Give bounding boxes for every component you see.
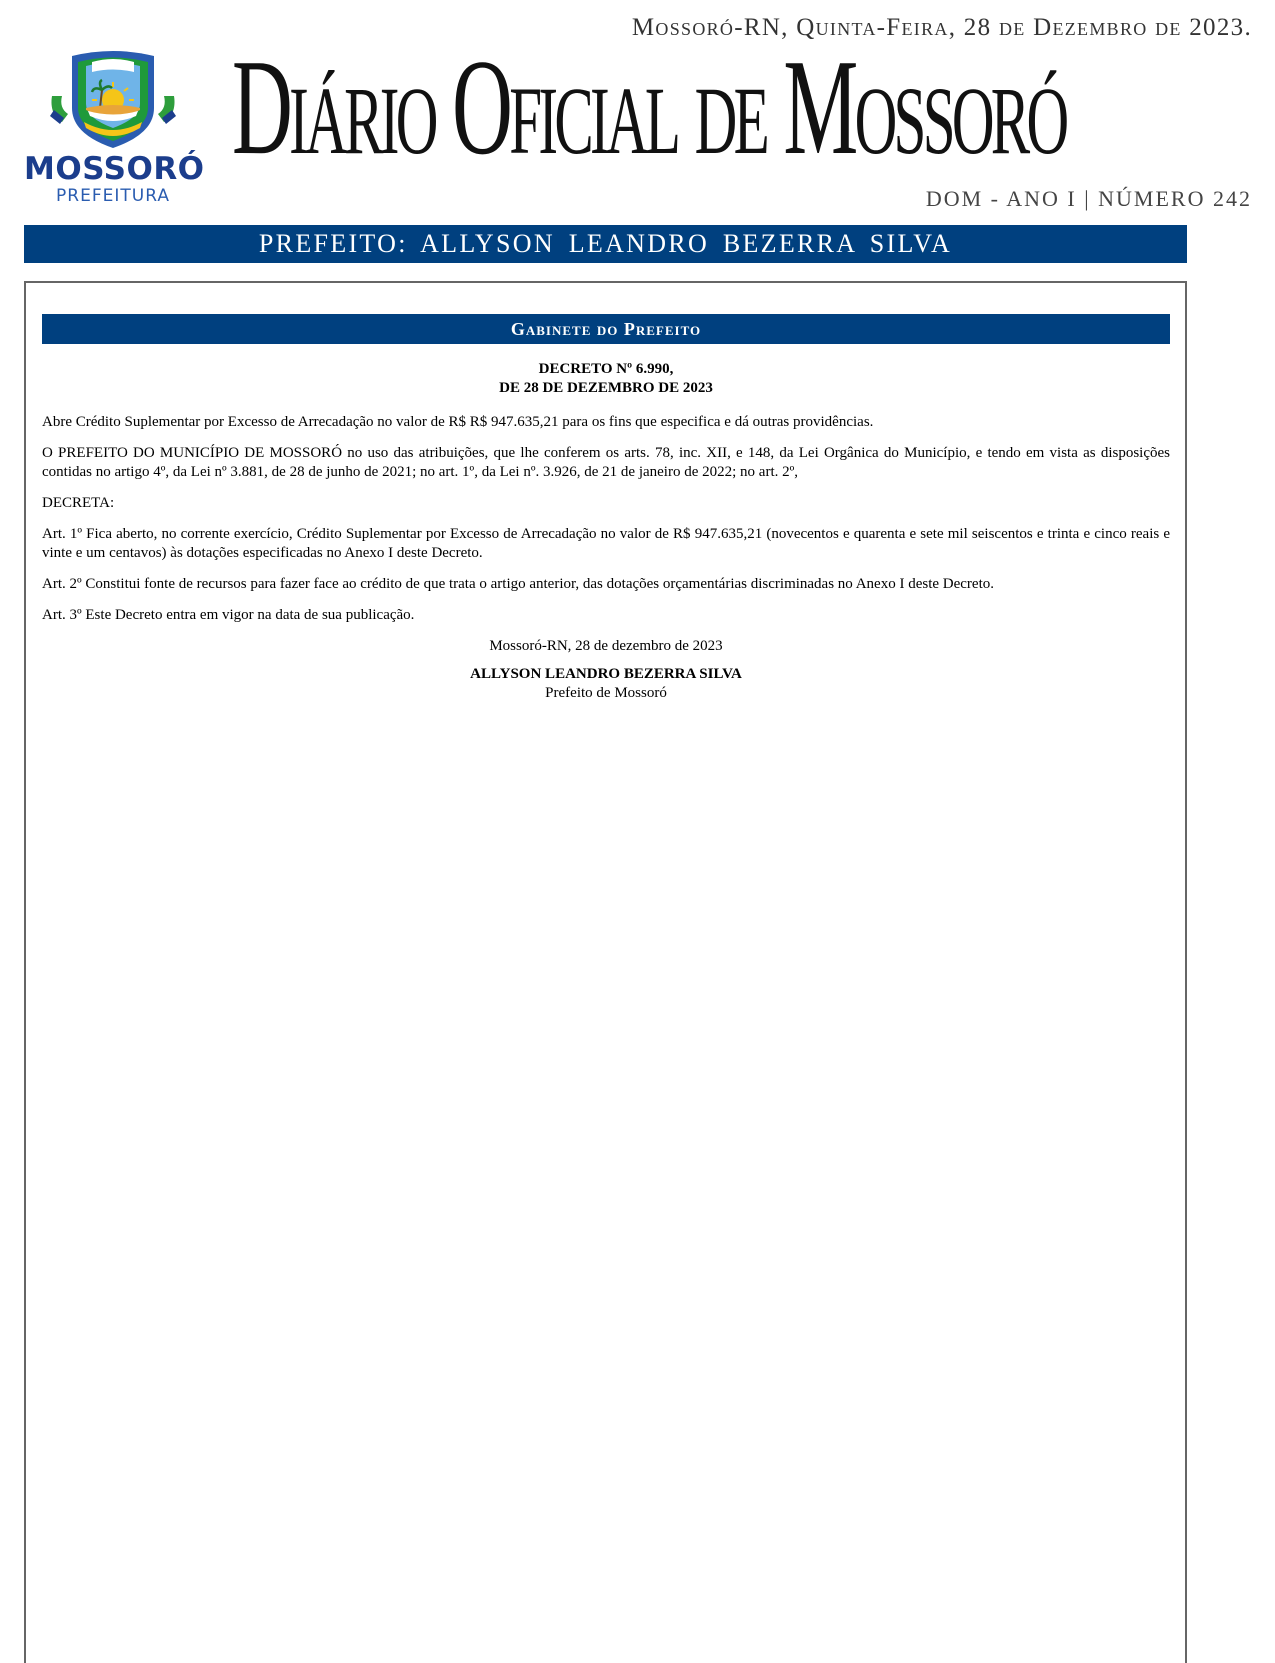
decree-decreta: DECRETA:: [42, 495, 115, 511]
decree-article-1: Art. 1º Fica aberto, no corrente exercício, Crédito Suplementar por Excesso de Arrecadação no valor de R$ 947.635,21 (novecentos e quarenta e sete mil seiscentos e trinta e cinco reais e vinte e um centavos) às dotações especificadas no Anexo I deste Decreto.: [42, 526, 1170, 561]
logo-name: MOSSORÓ: [24, 151, 205, 187]
decree-preamble: O PREFEITO DO MUNICÍPIO DE MOSSORÓ no uso das atribuições, que lhe conferem os arts. 78, inc. XII, e 148, da Lei Orgânica do Município, e tendo em vista as disposições contidas no artigo 4º, da Lei nº 3.881, de 28 de junho de 2021; no art. 1º, da Lei nº. 3.926, de 21 de janeiro de 2022; no art. 2º,: [42, 445, 1170, 480]
decree-article-3: Art. 3º Este Decreto entra em vigor na data de sua publicação.: [42, 607, 415, 623]
logo-subtitle: PREFEITURA: [56, 186, 170, 206]
place-date: Mossoró-RN, 28 de dezembro de 2023: [489, 638, 723, 654]
decree-article-2: Art. 2º Constitui fonte de recursos para fazer face ao crédito de que trata o artigo anterior, das dotações orçamentárias discriminadas no Anexo I deste Decreto.: [42, 576, 995, 592]
section-heading: Gabinete do Prefeito: [42, 314, 1170, 344]
decree-date: DE 28 DE DEZEMBRO DE 2023: [499, 380, 713, 396]
content-frame: [24, 281, 1187, 1663]
masthead: [0, 0, 1275, 225]
newspaper-title: Diário Oficial de Mossoró: [232, 31, 1066, 183]
decree-heading: [42, 360, 1170, 398]
prefeitura-logo: [24, 48, 205, 206]
signer-name: ALLYSON LEANDRO BEZERRA SILVA: [470, 666, 742, 682]
coat-of-arms-icon: [48, 48, 178, 150]
signer-role: Prefeito de Mossoró: [545, 685, 667, 701]
decree-summary: Abre Crédito Suplementar por Excesso de Arrecadação no valor de R$ R$ 947.635,21 para os fins que especifica e dá outras providências.: [42, 414, 874, 430]
signature-block: [42, 637, 1170, 703]
mayor-banner: PREFEITO: ALLYSON LEANDRO BEZERRA SILVA: [24, 225, 1187, 263]
decree-number: DECRETO Nº 6.990,: [538, 361, 674, 377]
decree-body: [42, 413, 1170, 703]
dateline: Mossoró-RN, Quinta-Feira, 28 de Dezembro de 2023.: [631, 14, 1252, 41]
edition-number: DOM - ANO I | NÚMERO 242: [925, 186, 1252, 211]
